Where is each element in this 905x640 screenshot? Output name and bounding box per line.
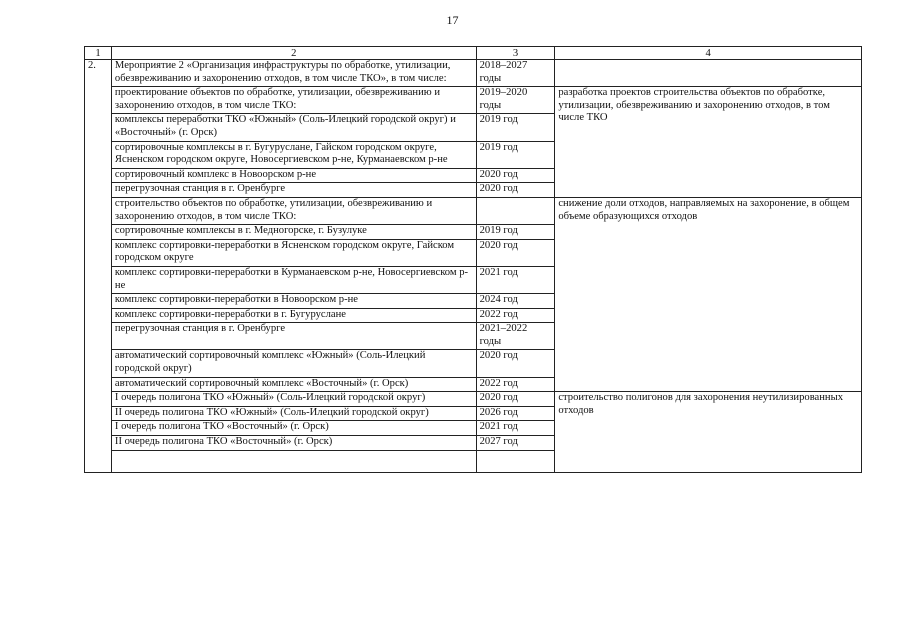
table-row [85, 60, 862, 87]
measure-period: 2020 год [476, 168, 555, 183]
measure-text: комплекс сортировки-переработки в г. Бугуруслане [111, 308, 476, 323]
measure-text: сортировочные комплексы в г. Бугуруслане, Гайском городском округе, Ясненском городском округе, Новосергиевском р-не, Курманаевском р-не [111, 141, 476, 168]
measure-period: 2020 год [476, 350, 555, 377]
measure-period: 2019 год [476, 114, 555, 141]
header-row [85, 47, 862, 60]
item-number: 2. [85, 60, 112, 473]
measure-text: комплекс сортировки-переработки в Ясненском городском округе, Гайском городском округе [111, 239, 476, 266]
measure-text: перегрузочная станция в г. Оренбурге [111, 323, 476, 350]
result-empty [555, 60, 862, 87]
header-col-3: 3 [476, 47, 555, 60]
measure-text: комплекс сортировки-переработки в Новоорском р-не [111, 294, 476, 309]
measure-period: 2021 год [476, 421, 555, 436]
page-number: 17 [446, 13, 459, 27]
measure-text: строительство объектов по обработке, утилизации, обезвреживанию и захоронению отходов, в том числе ТКО: [111, 197, 476, 224]
measure-text: перегрузочная станция в г. Оренбурге [111, 183, 476, 198]
measure-text: I очередь полигона ТКО «Южный» (Соль-Илецкий городской округ) [111, 392, 476, 407]
measure-period: 2022 год [476, 308, 555, 323]
table-row [85, 87, 862, 114]
measure-period: 2020 год [476, 392, 555, 407]
measure-period: 2022 год [476, 377, 555, 392]
measure-text: II очередь полигона ТКО «Южный» (Соль-Илецкий городской округ) [111, 406, 476, 421]
measure-period: 2021–2022 годы [476, 323, 555, 350]
measure-period: 2019–2020 годы [476, 87, 555, 114]
measure-text: II очередь полигона ТКО «Восточный» (г. Орск) [111, 436, 476, 451]
measure-period [476, 197, 555, 224]
measures-table [84, 46, 862, 473]
result-landfills: строительство полигонов для захоронения неутилизированных отходов [555, 392, 862, 472]
result-reduction: снижение доли отходов, направляемых на захоронение, в общем объеме образующихся отходов [555, 197, 862, 391]
table-row [85, 197, 862, 224]
measure-text: автоматический сортировочный комплекс «Восточный» (г. Орск) [111, 377, 476, 392]
measure-text: сортировочный комплекс в Новоорском р-не [111, 168, 476, 183]
measure-text: проектирование объектов по обработке, утилизации, обезвреживанию и захоронению отходов, в том числе ТКО: [111, 87, 476, 114]
measure-text: Мероприятие 2 «Организация инфраструктуры по обработке, утилизации, обезвреживанию и захоронению отходов, в том числе ТКО», в том числе: [111, 60, 476, 87]
measure-text: сортировочные комплексы в г. Медногорске, г. Бузулуке [111, 225, 476, 240]
measure-text: I очередь полигона ТКО «Восточный» (г. Орск) [111, 421, 476, 436]
measure-period: 2020 год [476, 183, 555, 198]
header-col-4: 4 [555, 47, 862, 60]
measure-text: комплекс сортировки-переработки в Курманаевском р-не, Новосергиевском р-не [111, 266, 476, 293]
table-row [85, 392, 862, 407]
empty-cell [111, 450, 476, 472]
measure-text: автоматический сортировочный комплекс «Южный» (Соль-Илецкий городской округ) [111, 350, 476, 377]
header-col-2: 2 [111, 47, 476, 60]
measure-period: 2027 год [476, 436, 555, 451]
measure-period: 2019 год [476, 225, 555, 240]
measure-period: 2020 год [476, 239, 555, 266]
measure-period: 2019 год [476, 141, 555, 168]
measure-text: комплексы переработки ТКО «Южный» (Соль-Илецкий городской округ) и «Восточный» (г. Орск) [111, 114, 476, 141]
result-design: разработка проектов строительства объектов по обработке, утилизации, обезвреживанию и захоронению отходов, в том числе ТКО [555, 87, 862, 198]
measure-period: 2018–2027 годы [476, 60, 555, 87]
header-col-1: 1 [85, 47, 112, 60]
measure-period: 2026 год [476, 406, 555, 421]
measure-period: 2024 год [476, 294, 555, 309]
measure-period: 2021 год [476, 266, 555, 293]
empty-cell [476, 450, 555, 472]
